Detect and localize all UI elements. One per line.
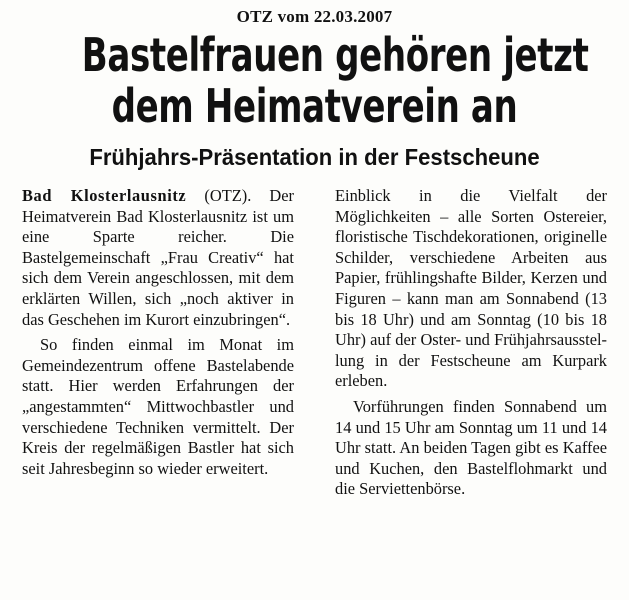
headline: [81, 28, 589, 133]
paragraph-text: Der Heimatverein Bad Klosterlausnitz ist um eine Sparte reicher. Die Bastelgemeinschaft „Frau Creativ“ hat sich dem Verein angeschlossen, mit dem erklärten Willen, sich „noch aktiver in das Geschehen im Kurort einzubringen“.: [22, 186, 294, 329]
article-paragraph: Einblick in die Vielfalt der Möglichkeiten – alle Sorten Ostereier, floristische Tischdekorationen, originelle Schilder, verschiedene Arbeiten aus Papier, frühlingshafte Bilder, Kerzen und Figuren – kann man am Sonnabend (13 bis 18 Uhr) und am Sonntag (10 bis 18 Uhr) auf der Oster- und Frühjahrsausstellung in der Festscheune am Kurpark erleben.: [335, 186, 607, 391]
article-column-left: [22, 186, 294, 484]
headline-line-2: dem Heimatverein an: [111, 79, 518, 133]
source-line: OTZ vom 22.03.2007: [236, 7, 393, 26]
dateline-place: Bad Klosterlausnitz: [22, 186, 187, 205]
subheadline: Frühjahrs-Präsentation in der Festscheune: [89, 144, 540, 170]
dateline-agency: (OTZ).: [186, 186, 252, 205]
headline-line-1: Bastelfrauen gehören jetzt: [81, 28, 589, 82]
article-paragraph: So finden einmal im Monat im Gemeindezentrum offene Bastelabende statt. Hier werden Erfahrungen der „angestammten“ Mittwochbastler und verschiedene Techniken vermittelt. Der Kreis der regelmäßigen Bastler hat sich seit Jahresbeginn so wieder erweitert.: [22, 335, 294, 478]
article-paragraph: [22, 186, 294, 330]
article-paragraph: Vorführungen finden Sonnabend um 14 und 15 Uhr am Sonntag um 11 und 14 Uhr statt. An beiden Tagen gibt es Kaffee und Kuchen, den Bastelflohmarkt und die Serviettenbörse.: [335, 396, 607, 499]
article-column-right: [335, 186, 607, 505]
